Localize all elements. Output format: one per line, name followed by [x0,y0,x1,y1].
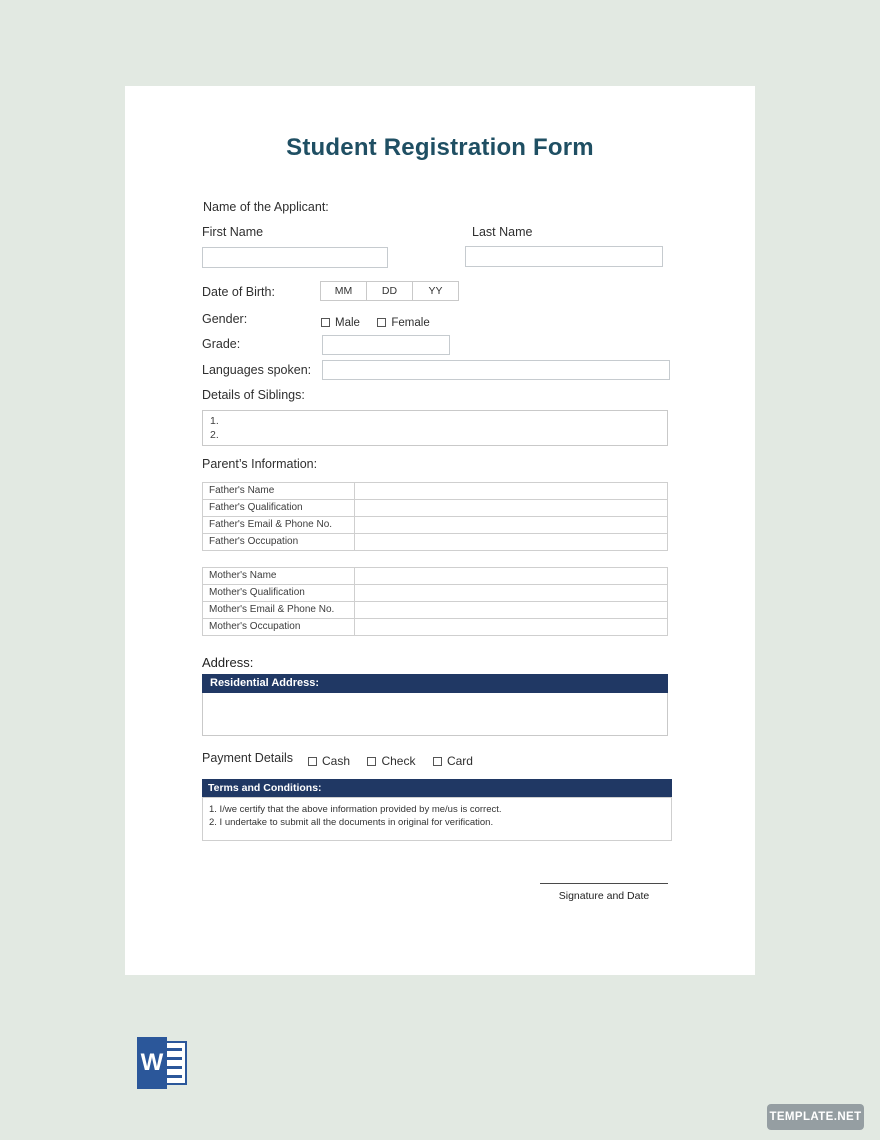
table-row [202,516,668,534]
siblings-box[interactable] [202,410,668,446]
first-name-label: First Name [202,225,264,239]
table-row [202,601,668,619]
terms-item-1: 1. I/we certify that the above information provided by me/us is correct. [209,804,502,815]
mother-email-phone-label: Mother's Email & Phone No. [203,602,355,618]
sibling-line-1[interactable]: 1. [210,415,219,427]
check-checkbox-icon[interactable] [367,757,376,766]
payment-option-card[interactable] [433,754,473,768]
mother-name-input[interactable] [355,568,667,584]
payment-options [308,752,486,770]
signature-label: Signature and Date [558,890,650,902]
gender-option-male[interactable] [321,317,360,329]
father-email-phone-input[interactable] [355,517,667,533]
word-logo-letter: W [137,1037,167,1089]
address-section-label: Address: [202,655,254,670]
mother-qualification-label: Mother's Qualification [203,585,355,601]
mother-info-table [202,567,668,636]
payment-option-check[interactable] [367,754,415,768]
cash-option-label: Cash [322,754,351,768]
residential-address-header: Residential Address: [202,674,668,693]
table-row [202,618,668,636]
dob-table [320,281,459,301]
table-row [202,533,668,551]
terms-item-2: 2. I undertake to submit all the documents in original for verification. [209,817,494,828]
father-email-phone-label: Father's Email & Phone No. [203,517,355,533]
father-qualification-label: Father's Qualification [203,500,355,516]
gender-label: Gender: [202,312,248,326]
payment-details-label: Payment Details [202,751,294,765]
cash-checkbox-icon[interactable] [308,757,317,766]
last-name-label: Last Name [472,225,533,239]
gender-options [321,313,443,331]
table-row [202,567,668,585]
template-net-badge[interactable]: TEMPLATE.NET [767,1104,864,1130]
card-checkbox-icon[interactable] [433,757,442,766]
dob-day-cell[interactable]: DD [366,281,413,301]
card-option-label: Card [446,754,473,768]
male-checkbox-icon[interactable] [321,318,330,327]
dob-label: Date of Birth: [202,285,275,299]
mother-email-phone-input[interactable] [355,602,667,618]
table-row [202,584,668,602]
check-option-label: Check [381,754,416,768]
male-option-label: Male [335,317,360,329]
gender-option-female[interactable] [377,317,429,329]
mother-occupation-label: Mother's Occupation [203,619,355,635]
grade-label: Grade: [202,337,241,351]
last-name-input[interactable] [465,246,663,267]
signature-block[interactable] [540,883,668,902]
dob-month-cell[interactable]: MM [320,281,367,301]
sibling-line-2[interactable]: 2. [210,429,219,441]
ms-word-icon [137,1037,187,1089]
female-checkbox-icon[interactable] [377,318,386,327]
table-row [202,499,668,517]
father-occupation-input[interactable] [355,534,667,550]
terms-box [202,797,672,841]
father-name-label: Father's Name [203,483,355,499]
page-title: Student Registration Form [286,134,594,161]
siblings-label: Details of Siblings: [202,388,305,402]
terms-header: Terms and Conditions: [202,779,672,797]
languages-label: Languages spoken: [202,363,312,377]
document-page [125,86,755,975]
first-name-input[interactable] [202,247,388,268]
payment-option-cash[interactable] [308,754,350,768]
father-qualification-input[interactable] [355,500,667,516]
residential-address-input[interactable] [202,693,668,736]
mother-name-label: Mother's Name [203,568,355,584]
dob-year-cell[interactable]: YY [412,281,459,301]
mother-occupation-input[interactable] [355,619,667,635]
parents-section-label: Parent’s Information: [202,457,318,471]
mother-qualification-input[interactable] [355,585,667,601]
languages-input[interactable] [322,360,670,380]
female-option-label: Female [391,317,430,329]
word-document-lines-icon [167,1048,182,1078]
father-name-input[interactable] [355,483,667,499]
father-info-table [202,482,668,551]
table-row [202,482,668,500]
grade-input[interactable] [322,335,450,355]
father-occupation-label: Father's Occupation [203,534,355,550]
applicant-section-label: Name of the Applicant: [203,200,329,214]
